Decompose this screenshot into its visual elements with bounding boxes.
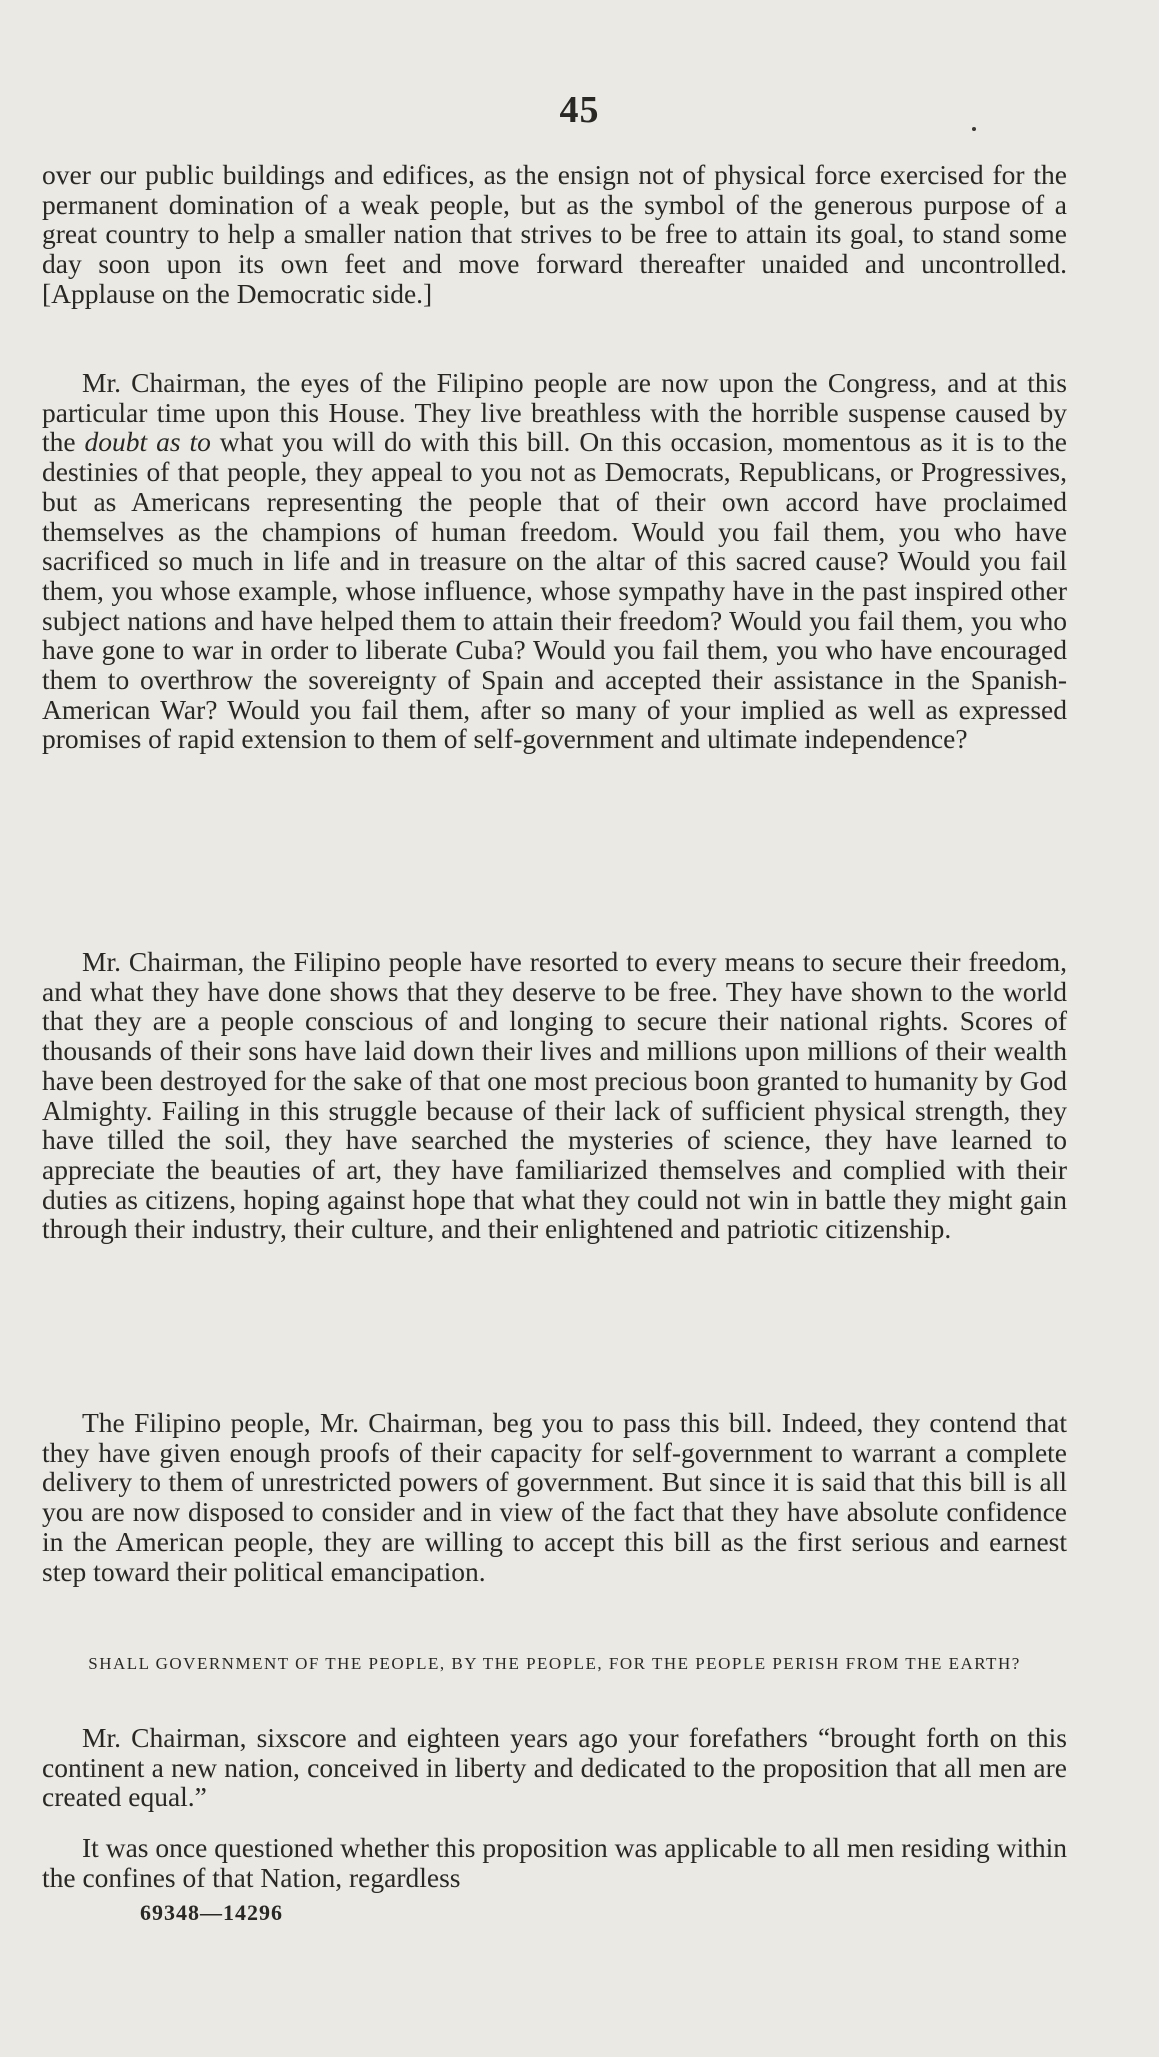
page-number: 45 [559,89,600,131]
paragraph-2-text-a: Mr. Chairman, the eyes of the Filipino people are now upon the Congress, and at this particular time upon this House. They live breathless with the horrible suspense caused by the [42,367,1067,458]
paragraph-2 [42,368,1067,754]
paragraph-5: Mr. Chairman, sixscore and eighteen years ago your forefathers “brought forth on this continent a new nation, conceived in liberty and dedicated to the proposition that all men are created equal.” [42,1722,1067,1813]
footer-print-code: 69348—14296 [140,1900,283,1925]
paragraph-6: It was once questioned whether this proposition was applicable to all men residing within the confines of that Nation, regardless [42,1832,1067,1893]
paragraph-4: The Filipino people, Mr. Chairman, beg you to pass this bill. Indeed, they contend that they have given enough proofs of their capacity for self-government to warrant a complete delivery to them of unrestricted powers of government. But since it is said that this bill is all you are now disposed to consider and in view of the fact that they have absolute confidence in the American people, they are willing to accept this bill as the first serious and earnest step toward their political emancipation. [42,1407,1067,1587]
paragraph-1: over our public buildings and edifices, as the ensign not of physical force exercised for the permanent domination of a weak people, but as the symbol of the generous purpose of a great country to help a smaller nation that strives to be free to attain its goal, to stand some day soon upon its own feet and move forward thereafter unaided and uncontrolled. [Applause on the Democratic side.] [42,159,1067,309]
paragraph-2-italic: doubt as to [84,426,211,458]
paragraph-2-text-b: what you will do with this bill. On this occasion, momentous as it is to the destinies of that people, they appeal to you not as Democrats, Republicans, or Progressives, but as Americans representing the people that of their own accord have proclaimed themselves as the champions of human freedom. Would you fail them, you who have sacrificed so much in life and in treasure on the altar of this sacred cause? Would you fail them, you whose example, whose influence, whose sympathy have in the past inspired other subject nations and have helped them to attain their freedom? Would you fail them, you who have gone to war in order to liberate Cuba? Would you fail them, you who have encouraged them to overthrow the sovereignty of Spain and accepted their assistance in the Spanish-American War? Would you fail them, after so many of your implied as well as expressed promises of rapid extension to them of self-government and ultimate independence? [42,426,1067,755]
section-heading: SHALL GOVERNMENT OF THE PEOPLE, BY THE PEOPLE, FOR THE PEOPLE PERISH FROM THE EARTH? [88,1654,1021,1673]
paragraph-3: Mr. Chairman, the Filipino people have resorted to every means to secure their freedom, and what they have done shows that they deserve to be free. They have shown to the world that they are a people conscious of and longing to secure their national rights. Scores of thousands of their sons have laid down their lives and millions upon millions of their wealth have been destroyed for the sake of that one most precious boon granted to humanity by God Almighty. Failing in this struggle because of their lack of sufficient physical strength, they have tilled the soil, they have searched the mysteries of science, they have learned to appreciate the beauties of art, they have familiarized themselves and complied with their duties as citizens, hoping against hope that what they could not win in battle they might gain through their industry, their culture, and their enlightened and patriotic citizenship. [42,946,1067,1245]
